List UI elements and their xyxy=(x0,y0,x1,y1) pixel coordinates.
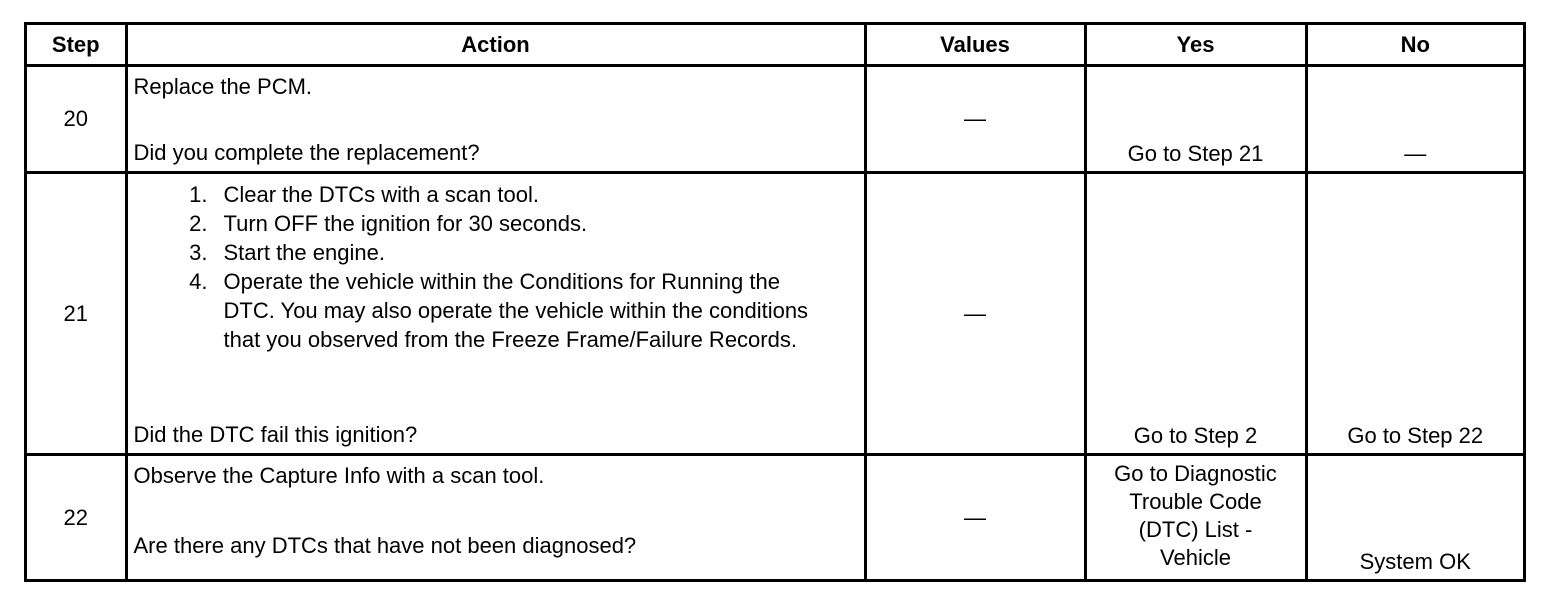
list-item-text: Turn OFF the ignition for 30 seconds. xyxy=(223,211,588,236)
yes-line: Go to Diagnostic xyxy=(1114,461,1277,486)
action-cell xyxy=(126,455,865,580)
header-yes: Yes xyxy=(1085,25,1306,66)
action-lead: Observe the Capture Info with a scan tool. xyxy=(133,463,545,488)
list-item-text: Start the engine. xyxy=(223,240,385,265)
yes-cell: Go to Step 2 xyxy=(1085,173,1306,455)
list-item xyxy=(134,267,858,354)
action-steps-list xyxy=(134,180,858,354)
list-item xyxy=(134,180,858,209)
list-item-number: 3. xyxy=(189,240,208,265)
values-cell: — xyxy=(865,173,1085,455)
list-item xyxy=(134,238,858,267)
diagnostic-table-frame xyxy=(24,22,1526,582)
action-lead: Replace the PCM. xyxy=(133,74,313,99)
values-cell: — xyxy=(865,455,1085,580)
list-item-text: Clear the DTCs with a scan tool. xyxy=(223,182,539,207)
yes-line: Trouble Code xyxy=(1129,489,1262,514)
header-row xyxy=(27,25,1523,66)
list-item-number: 4. xyxy=(189,269,208,294)
action-cell xyxy=(126,173,865,455)
header-no: No xyxy=(1306,25,1523,66)
table-row-step-21 xyxy=(27,173,1523,455)
list-item xyxy=(134,209,858,238)
step-number: 21 xyxy=(27,173,126,455)
yes-cell xyxy=(1085,455,1306,580)
list-item-number: 2. xyxy=(189,211,208,236)
action-question: Did the DTC fail this ignition? xyxy=(133,422,418,447)
table-row-step-20 xyxy=(27,66,1523,173)
action-question: Did you complete the replacement? xyxy=(133,140,480,165)
action-question: Are there any DTCs that have not been diagnosed? xyxy=(133,533,637,558)
no-cell: System OK xyxy=(1306,455,1523,580)
no-cell: Go to Step 22 xyxy=(1306,173,1523,455)
header-values: Values xyxy=(865,25,1085,66)
action-cell xyxy=(126,66,865,173)
yes-line: (DTC) List - xyxy=(1138,517,1253,542)
yes-cell: Go to Step 21 xyxy=(1085,66,1306,173)
list-item-text: Operate the vehicle within the Conditions for Running the DTC. You may also operate the vehicle within the conditions that you observed from the Freeze Frame/Failure Records. xyxy=(223,269,809,352)
step-number: 22 xyxy=(27,455,126,580)
step-number: 20 xyxy=(27,66,126,173)
no-cell: — xyxy=(1306,66,1523,173)
header-step: Step xyxy=(27,25,126,66)
header-action: Action xyxy=(126,25,865,66)
diagnostic-table xyxy=(27,25,1523,579)
table-row-step-22 xyxy=(27,455,1523,580)
list-item-number: 1. xyxy=(189,182,208,207)
values-cell: — xyxy=(865,66,1085,173)
yes-line: Vehicle xyxy=(1160,545,1231,570)
